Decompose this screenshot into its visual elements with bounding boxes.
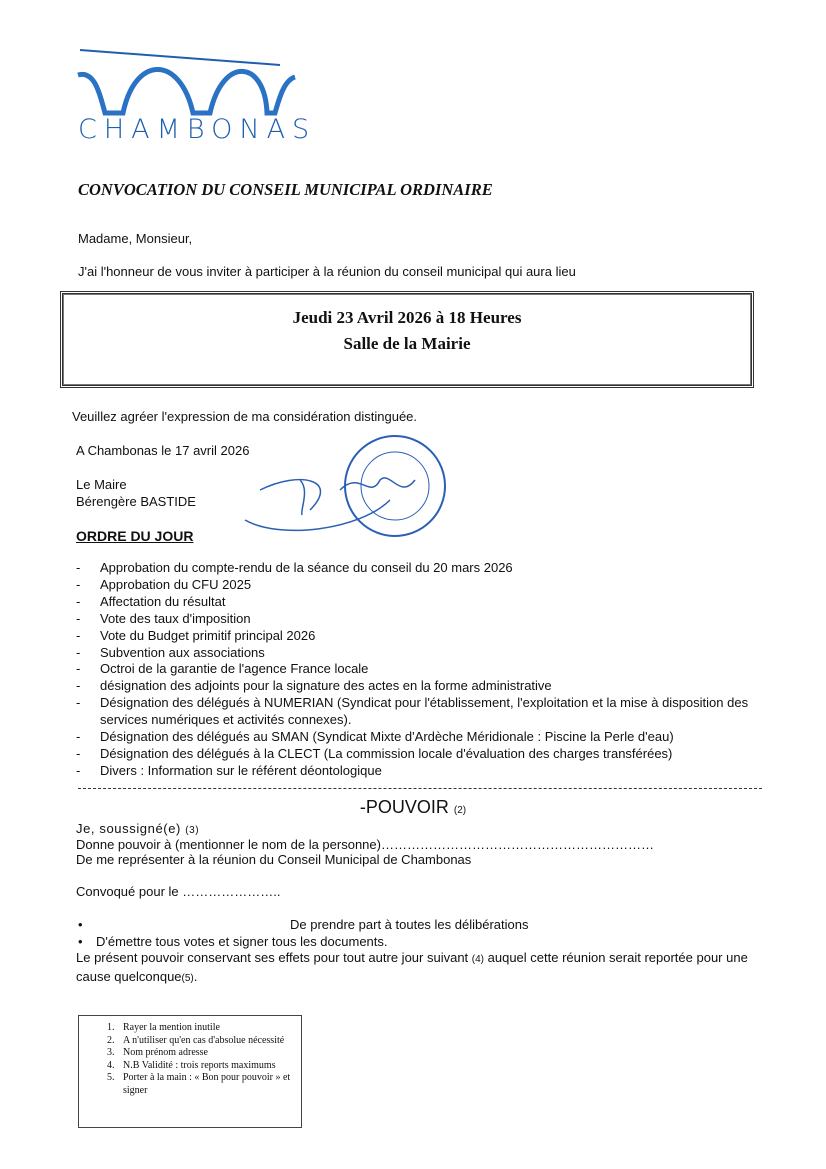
agenda-item: - Vote des taux d'imposition: [76, 611, 776, 628]
greeting: Madame, Monsieur,: [78, 231, 193, 246]
agenda-list: [76, 560, 776, 780]
agenda-item: - Désignation des délégués à la CLECT (La commission locale d'évaluation des charges transférées): [76, 746, 776, 763]
footnotes-box: [78, 1015, 302, 1128]
document-title: CONVOCATION DU CONSEIL MUNICIPAL ORDINAIRE: [78, 180, 493, 199]
pouvoir-line-represent: De me représenter à la réunion du Conseil Municipal de Chambonas: [76, 852, 472, 867]
agenda-item: - Désignation des délégués à NUMERIAN (Syndicat pour l'établissement, l'exploitation et la mise à disposition des services numériques et activités connexes).: [76, 695, 776, 729]
agenda-item: - Approbation du CFU 2025: [76, 577, 776, 594]
bullet-icon: •: [78, 934, 83, 949]
closing-text: Veuillez agréer l'expression de ma considération distinguée.: [72, 409, 418, 424]
footnote: 3. Nom prénom adresse: [117, 1047, 301, 1060]
bullet-icon: •: [78, 917, 83, 932]
agenda-item: - Désignation des délégués au SMAN (Syndicat Mixte d'Ardèche Méridionale : Piscine la Perle d'eau): [76, 729, 776, 746]
cut-line: [78, 788, 762, 789]
agenda-item: - Approbation du compte-rendu de la séance du conseil du 20 mars 2026: [76, 560, 776, 577]
footnote: 5. Porter à la main : « Bon pour pouvoir » et signer: [117, 1072, 301, 1097]
pouvoir-bullet-2: D'émettre tous votes et signer tous les documents.: [96, 934, 388, 949]
meeting-box: [60, 291, 754, 388]
pouvoir-line-convoked: Convoqué pour le …………………..: [76, 884, 281, 899]
place-date: A Chambonas le 17 avril 2026: [76, 443, 250, 458]
agenda-item: - Vote du Budget primitif principal 2026: [76, 628, 776, 645]
agenda-item: - Octroi de la garantie de l'agence France locale: [76, 661, 776, 678]
meeting-date: Jeudi 23 Avril 2026 à 18 Heures: [292, 308, 522, 327]
agenda-heading: ORDRE DU JOUR: [76, 528, 194, 544]
chambonas-logo: [75, 45, 305, 125]
signatory-name: Bérengère BASTIDE: [76, 494, 196, 509]
agenda-item: - Subvention aux associations: [76, 645, 776, 662]
intro-text: J'ai l'honneur de vous inviter à participer à la réunion du conseil municipal qui aura lieu: [78, 264, 576, 279]
signature-and-stamp: [240, 430, 480, 550]
pouvoir-title: -POUVOIR (2): [359, 797, 467, 817]
pouvoir-line-proxy: Donne pouvoir à (mentionner le nom de la personne)………………………………………………………: [76, 837, 654, 852]
meeting-place: Salle de la Mairie: [343, 334, 471, 353]
pouvoir-bullet-1: De prendre part à toutes les délibérations: [290, 917, 529, 932]
pouvoir-paragraph: Le présent pouvoir conservant ses effets pour tout autre jour suivant (4) auquel cette réunion serait reportée pour une cause quelconque(5).: [76, 950, 748, 984]
footnote: 1. Rayer la mention inutile: [117, 1022, 301, 1035]
agenda-item: - Affectation du résultat: [76, 594, 776, 611]
agenda-item: - désignation des adjoints pour la signature des actes en la forme administrative: [76, 678, 776, 695]
signatory-role: Le Maire: [76, 477, 127, 492]
footnote: 4. N.B Validité : trois reports maximums: [117, 1060, 301, 1073]
agenda-item: - Divers : Information sur le référent déontologique: [76, 763, 776, 780]
footnote: 2. A n'utiliser qu'en cas d'absolue nécessité: [117, 1035, 301, 1048]
logo-text: CHAMBONAS: [78, 114, 317, 145]
pouvoir-line-undersigned: Je, soussigné(e) (3): [76, 821, 200, 836]
